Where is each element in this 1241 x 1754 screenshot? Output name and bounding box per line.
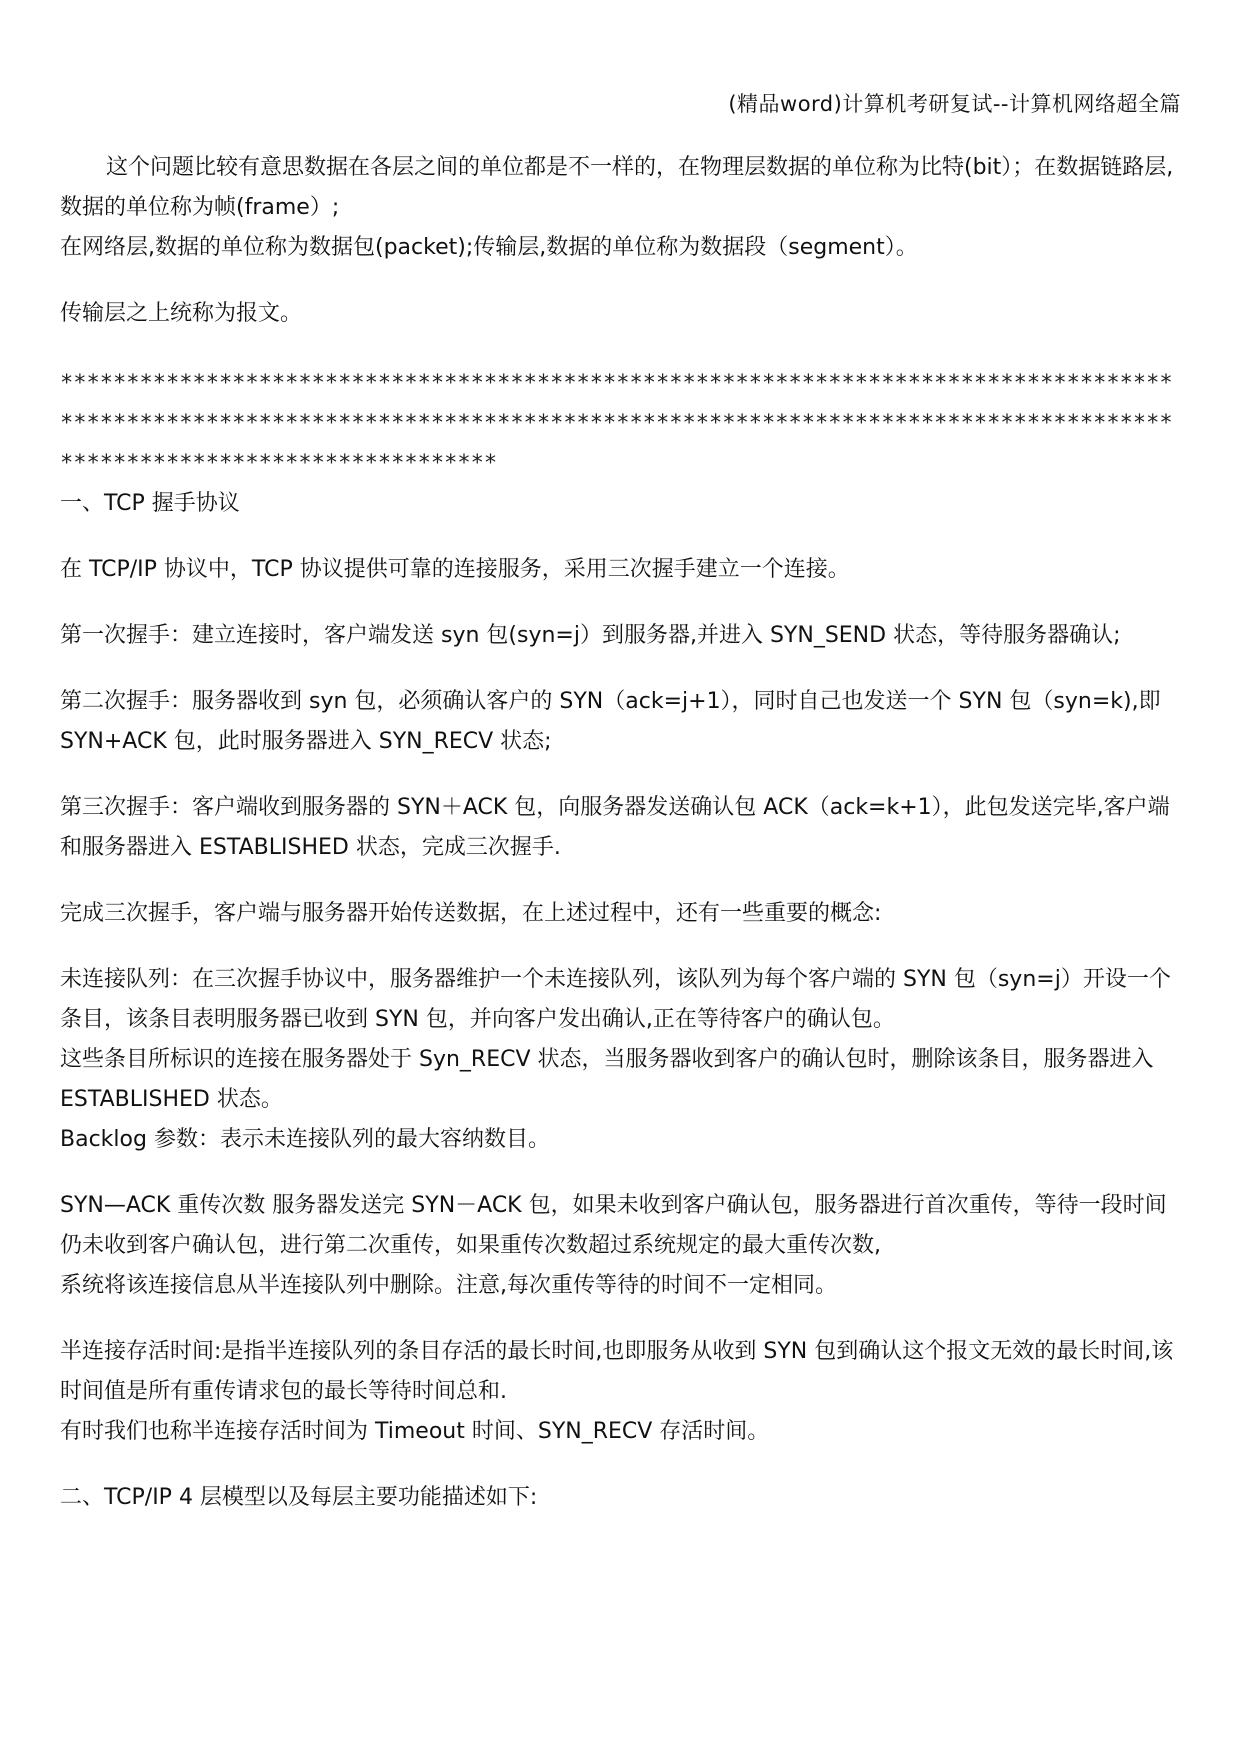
queue-entries-paragraph: 这些条目所标识的连接在服务器处于 Syn_RECV 状态，当服务器收到客户的确认包时，删除该条目，服务器进入 ESTABLISHED 状态。 xyxy=(60,1047,1154,1112)
page-header-title: (精品word)计算机考研复试--计算机网络超全篇 xyxy=(728,92,1181,116)
half-connection-lifetime-paragraph: 半连接存活时间:是指半连接队列的条目存活的最长时间,也即服务从收到 SYN 包到确认这个报文无效的最长时间,该时间值是所有重传请求包的最长等待时间总和. xyxy=(60,1339,1174,1404)
intro-paragraph: 这个问题比较有意思数据在各层之间的单位都是不一样的，在物理层数据的单位称为比特(bit）；在数据链路层,数据的单位称为帧(frame）; xyxy=(60,155,1174,220)
syn-ack-retry-paragraph-2: 系统将该连接信息从半连接队列中删除。注意,每次重传等待的时间不一定相同。 xyxy=(60,1273,837,1298)
intro-paragraph-3: 传输层之上统称为报文。 xyxy=(60,301,303,326)
section-heading-tcpip-model: 二、TCP/IP 4 层模型以及每层主要功能描述如下: xyxy=(60,1485,538,1510)
timeout-paragraph: 有时我们也称半连接存活时间为 Timeout 时间、SYN_RECV 存活时间。 xyxy=(60,1419,770,1444)
star-separator: ********************************************************************************************************************************************************************************************************* xyxy=(60,371,1173,476)
intro-paragraph-2: 在网络层,数据的单位称为数据包(packet);传输层,数据的单位称为数据段（segment）。 xyxy=(60,235,918,260)
tcp-third-handshake: 第三次握手：客户端收到服务器的 SYN＋ACK 包，向服务器发送确认包 ACK（ack=k+1），此包发送完毕,客户端和服务器进入 ESTABLISHED 状态，完成三次握手. xyxy=(60,795,1170,860)
syn-ack-retry-paragraph: SYN—ACK 重传次数 服务器发送完 SYN－ACK 包，如果未收到客户确认包，服务器进行首次重传，等待一段时间仍未收到客户确认包，进行第二次重传，如果重传次数超过系统规定的最大重传次数, xyxy=(60,1193,1167,1258)
tcp-second-handshake: 第二次握手：服务器收到 syn 包，必须确认客户的 SYN（ack=j+1），同时自己也发送一个 SYN 包（syn=k),即 SYN+ACK 包，此时服务器进入 SYN_RECV 状态; xyxy=(60,689,1161,754)
tcp-first-handshake: 第一次握手：建立连接时，客户端发送 syn 包(syn=j）到服务器,并进入 SYN_SEND 状态，等待服务器确认; xyxy=(60,623,1121,648)
unconnected-queue-paragraph: 未连接队列：在三次握手协议中，服务器维护一个未连接队列，该队列为每个客户端的 SYN 包（syn=j）开设一个条目，该条目表明服务器已收到 SYN 包，并向客户发出确认,正在等待客户的确认包。 xyxy=(60,967,1171,1032)
section-heading-tcp: 一、TCP 握手协议 xyxy=(60,491,240,516)
backlog-paragraph: Backlog 参数：表示未连接队列的最大容纳数目。 xyxy=(60,1127,550,1152)
document-body xyxy=(60,148,1181,1518)
tcp-completion-paragraph: 完成三次握手，客户端与服务器开始传送数据，在上述过程中，还有一些重要的概念: xyxy=(60,901,882,926)
tcp-paragraph-1: 在 TCP/IP 协议中，TCP 协议提供可靠的连接服务，采用三次握手建立一个连接。 xyxy=(60,557,850,582)
